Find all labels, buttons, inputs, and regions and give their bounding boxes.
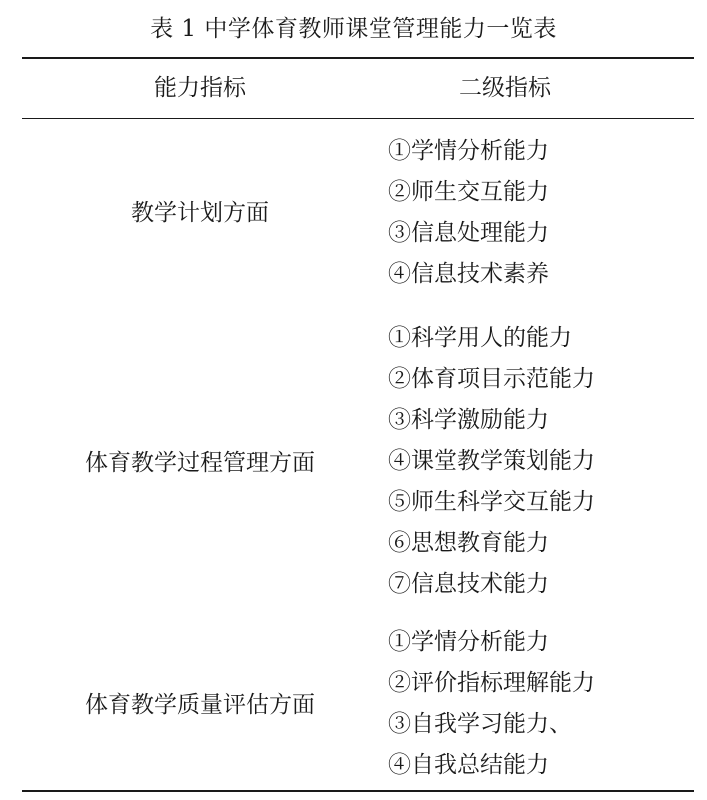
list-item: ①科学用人的能力: [388, 325, 572, 351]
list-item: ④自我总结能力: [388, 752, 549, 778]
list-item: ⑤师生科学交互能力: [388, 489, 595, 515]
category-teaching-plan: 教学计划方面: [131, 200, 269, 226]
list-item: ②评价指标理解能力: [388, 670, 595, 696]
list-item: ①学情分析能力: [388, 138, 549, 164]
list-item: ④信息技术素养: [388, 261, 549, 287]
top-rule: [22, 57, 694, 59]
list-item: ①学情分析能力: [388, 629, 549, 655]
list-item: ④课堂教学策划能力: [388, 448, 595, 474]
list-item: ③科学激励能力: [388, 407, 549, 433]
header-ability-indicator: 能力指标: [154, 75, 246, 101]
list-item: ③自我学习能力、: [388, 711, 572, 737]
category-process-management: 体育教学过程管理方面: [85, 450, 315, 476]
list-item: ⑦信息技术能力: [388, 571, 549, 597]
list-item: ⑥思想教育能力: [388, 530, 549, 556]
header-rule: [22, 118, 694, 119]
header-secondary-indicator: 二级指标: [459, 75, 551, 101]
bottom-rule: [22, 790, 694, 792]
list-item: ②师生交互能力: [388, 179, 549, 205]
table-title: 表 1 中学体育教师课堂管理能力一览表: [150, 16, 557, 42]
sub-indicator-list-quality-evaluation: [388, 622, 595, 786]
list-item: ③信息处理能力: [388, 220, 549, 246]
sub-indicator-list-teaching-plan: [388, 131, 549, 295]
sub-indicator-list-process-management: [388, 318, 595, 605]
category-quality-evaluation: 体育教学质量评估方面: [85, 692, 315, 718]
list-item: ②体育项目示范能力: [388, 366, 595, 392]
